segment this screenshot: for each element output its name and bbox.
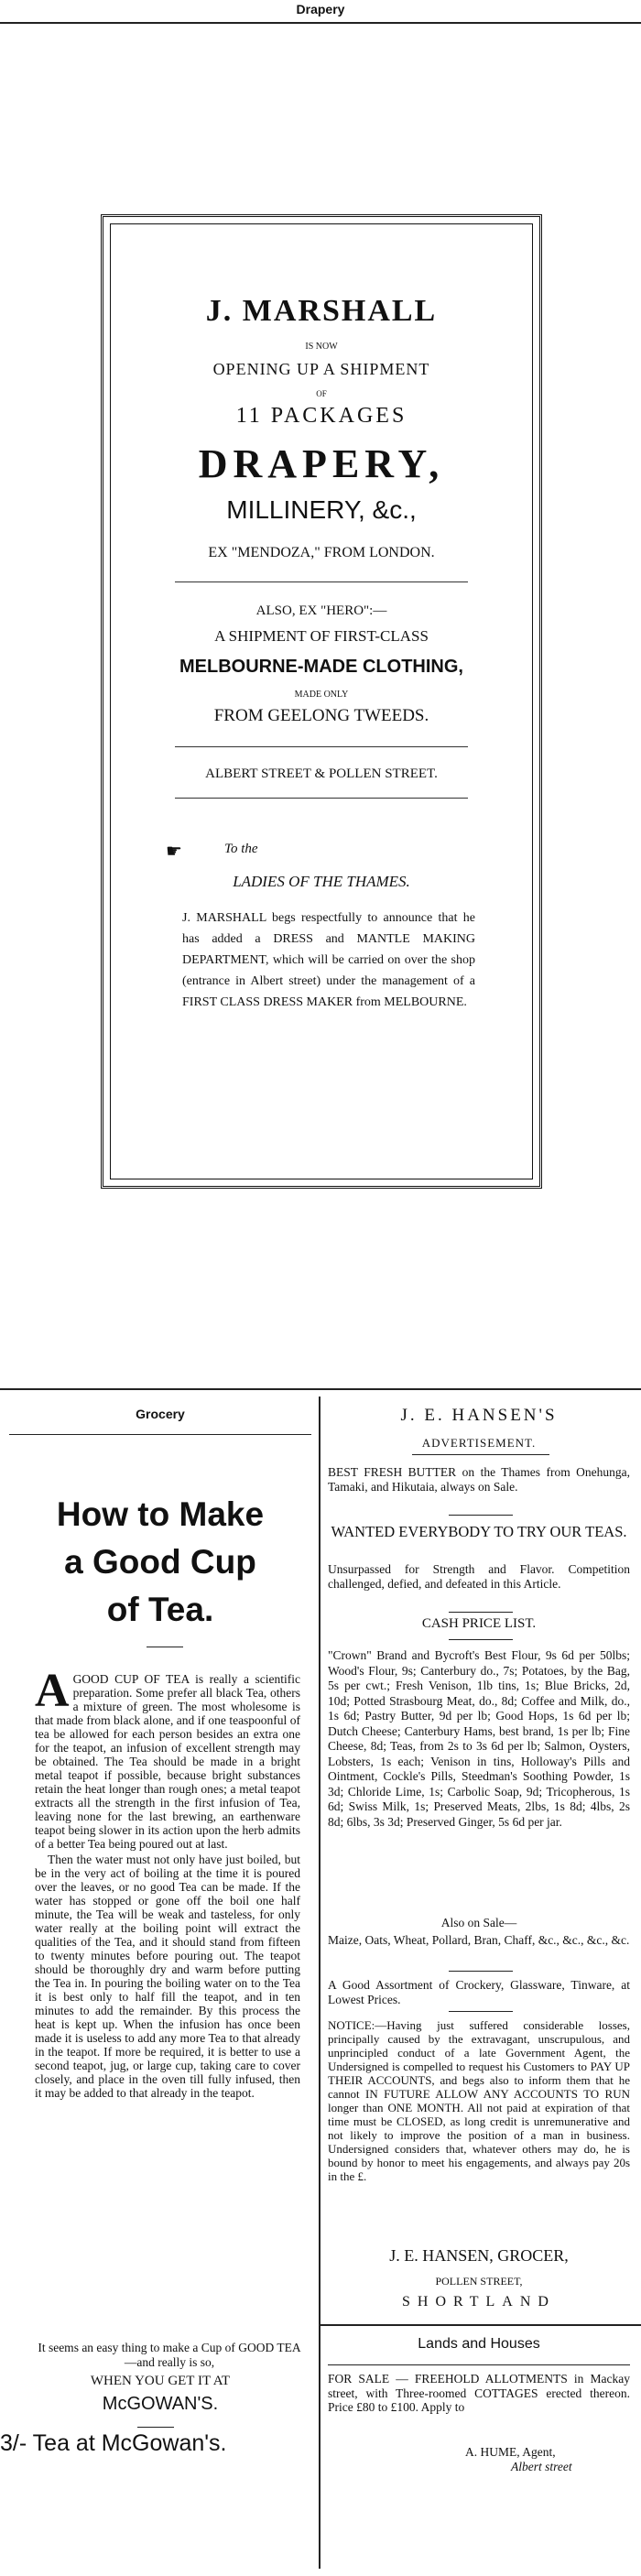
wanted-everybody: WANTED EVERYBODY TO TRY OUR TEAS. (331, 1523, 627, 1540)
hansen-signature: J. E. HANSEN, GROCER, (389, 2246, 569, 2265)
unsurpassed: Unsurpassed for Strength and Flavor. Competition challenged, defied, and defeated in this Article. (328, 1562, 630, 1591)
tea-paragraph-2: Then the water must not only have just boiled, but be in the very act of boiling at the time it is poured over the leaves, or no good Tea can be made. If the water has stopped or gone off the boil one half minute, the Tea will be weak and tasteless, for only water really at the boiling point will extract the qualities of the Tea, and it should stand from fifteen to twenty minutes before pouring out. The teapot should be thoroughly dry and warm before putting the Tea in. In pouring the boiling water on to the Tea it is best only to half fill the teapot, and in ten minutes to add the remainder. By this process the heat is kept up. When the infusion has once been made it is useless to add any more Tea to that already in the teapot. If more be required, it is better to use a second teapot, jug, or large cup, taking care to cover closely, and place in the oven till fully infused, then it may be added to that already in the teapot. (35, 1853, 300, 2100)
pointing-hand-icon: ☛ (166, 842, 182, 862)
of-label: OF (316, 389, 327, 398)
shipment-first-class: A SHIPMENT OF FIRST-CLASS (214, 627, 429, 645)
also-on-sale: Also on Sale— (440, 1916, 517, 1929)
marshall-name: J. MARSHALL (205, 294, 438, 328)
hansen-rule-5 (449, 1971, 513, 1972)
marshall-advertisement (101, 214, 542, 1189)
lands-rule-top (320, 2324, 641, 2326)
divider (175, 798, 468, 799)
tea-heading-line-2: a Good Cup (64, 1543, 256, 1581)
mid-rule (0, 1388, 641, 1390)
tea-heading (9, 1491, 311, 1634)
hansen-rule-3 (449, 1612, 513, 1613)
ladies-announcement: J. MARSHALL begs respectfully to announce that he has added a DRESS and MANTLE MAKING DEPARTMENT, which will be carried on over the shop (entrance in Albert street) under the management of a FIRST CLASS DRESS MAKER from MELBOURNE. (182, 911, 475, 1009)
divider (175, 746, 468, 747)
hume-agent: A. HUME, Agent, (465, 2445, 556, 2459)
section-heading-drapery: Drapery (296, 2, 345, 16)
millinery: MILLINERY, &c., (226, 495, 417, 524)
mcgowans: McGOWAN'S. (102, 2394, 219, 2414)
drapery-title: DRAPERY, (198, 441, 445, 486)
packages: 11 PACKAGES (235, 404, 407, 428)
is-now: IS NOW (305, 342, 338, 352)
marshall-address: ALBERT STREET & POLLEN STREET. (205, 766, 438, 781)
tea-paragraph-1: AGOOD CUP OF TEA is really a scientific preparation. Some prefer all black Tea, others a mixture of green. The most wholesome is that made from black alone, and if one teaspoonful of tea be allowed for each person besides an extra one for the teapot, an infusion of excellent strength may be obtained. The Tea should be made in a bright metal teapot if possible, because bright substances retain the heat longer than rough ones; a metal teapot extracts all the strength in the first infusion of Tea, leaving none for the last brewing, an earthenware teapot being slower in its action upon the herb admits of a better Tea being poured out at last. (35, 1665, 300, 1851)
opening-shipment: OPENING UP A SHIPMENT (212, 360, 430, 378)
price-tagline: 3/- Tea at McGowan's. (0, 2430, 227, 2456)
hansen-rule-2 (449, 1515, 513, 1516)
tea-article (35, 1665, 300, 2100)
grocery-rule (9, 1434, 311, 1435)
to-the: To the (224, 842, 258, 856)
pollen-street: POLLEN STREET, (435, 2275, 523, 2288)
tea-when: WHEN YOU GET IT AT (90, 2374, 231, 2388)
dropcap-a: A (35, 1665, 70, 1717)
ladies-of-thames: LADIES OF THE THAMES. (233, 873, 410, 890)
tea-easy: It seems an easy thing to make a Cup of GOOD TEA—and really is so, (38, 2341, 301, 2369)
made-only: MADE ONLY (294, 690, 349, 700)
tea-heading-line-1: How to Make (56, 1495, 265, 1533)
hansen-rule-6 (449, 2011, 513, 2012)
grains: Maize, Oats, Wheat, Pollard, Bran, Chaff, &c., &c., &c., &c. (328, 1933, 630, 1947)
melbourne-clothing: MELBOURNE-MADE CLOTHING, (179, 657, 463, 677)
section-heading-lands: Lands and Houses (418, 2336, 540, 2352)
geelong-tweeds: FROM GEELONG TWEEDS. (213, 706, 429, 725)
lands-rule-bottom (328, 2364, 630, 2365)
top-rule (0, 22, 641, 24)
tea-end-rule (137, 2427, 174, 2428)
also-hero: ALSO, EX "HERO":— (255, 603, 387, 618)
albert-street: Albert street (511, 2460, 572, 2473)
tea-heading-line-3: of Tea. (106, 1591, 214, 1628)
hansen-rule-4 (449, 1639, 513, 1640)
crockery: A Good Assortment of Crockery, Glassware, Tinware, at Lowest Prices. (328, 1978, 630, 2006)
section-heading-grocery: Grocery (136, 1407, 185, 1421)
cash-price-list: CASH PRICE LIST. (421, 1616, 537, 1631)
ex-mendoza: EX "MENDOZA," FROM LONDON. (208, 545, 435, 560)
column-divider (319, 1397, 320, 2569)
fresh-butter: BEST FRESH BUTTER on the Thames from Onehunga, Tamaki, and Hikutaia, always on Sale. (328, 1465, 630, 1494)
marshall-inner-border (110, 223, 533, 1179)
price-list: "Crown" Brand and Bycroft's Best Flour, 9s 6d per 50lbs; Wood's Flour, 9s; Canterbury do., 7s; Potatoes, by the Bag, 5s per cwt.; Fresh Venison, 1lb tins, 1s; Blue Bricks, 2d, 10d; Potted Strasbourg Meat, do., 8d; Coffee and Milk, do., 1s 6d; Pastry Butter, 9d per lb; Good Hops, 1s 6d per lb; Dutch Cheese; Canterbury Hams, best brand, 1s per lb; Fine Cheese, 8d; Teas, from 2s to 3s 6d per lb; Salmon, Oysters, Lobsters, 1s each; Venison in tins, Holloway's Pills and Ointment, Cockle's Pills, Steedman's Soothing Powder, 1s 3d; Chloride Lime, 1s; Carbolic Soap, 9d; Tricopherous, 1s 6d; Swiss Milk, 1s; Preserved Meats, 2lbs, 1s 8d; 4lbs, 2s 8d; 6lbs, 3s 3d; Preserved Ginger, 5s 6d per jar. (328, 1648, 630, 1829)
hansen-advertisement: ADVERTISEMENT. (421, 1436, 537, 1450)
hansen-title: J. E. HANSEN'S (400, 1406, 558, 1425)
notice: NOTICE:—Having just suffered considerable losses, principally caused by the extravagant, unscrupulous, and unprincipled conduct of a late Government Agent, the Undersigned is compelled to request his Customers to PAY UP THEIR ACCOUNTS, and begs also to inform them that he cannot IN FUTURE ALLOW ANY ACCOUNTS TO RUN longer than ONE MONTH. All not paid at expiration of that time must be CLOSED, as long credit is unremunerative and not likely to improve the position of a man in business. Undersigned considers that, whatever others may do, he is bound by honor to meet his engagements, and always pay 20s in the £. (328, 2018, 630, 2183)
shortland: SHORTLAND (402, 2294, 556, 2310)
hansen-rule-1 (412, 1454, 549, 1455)
lands-sale: FOR SALE — FREEHOLD ALLOTMENTS in Mackay street, with Three-roomed COTTAGES erected thereon. Price £80 to £100. Apply to (328, 2372, 630, 2414)
